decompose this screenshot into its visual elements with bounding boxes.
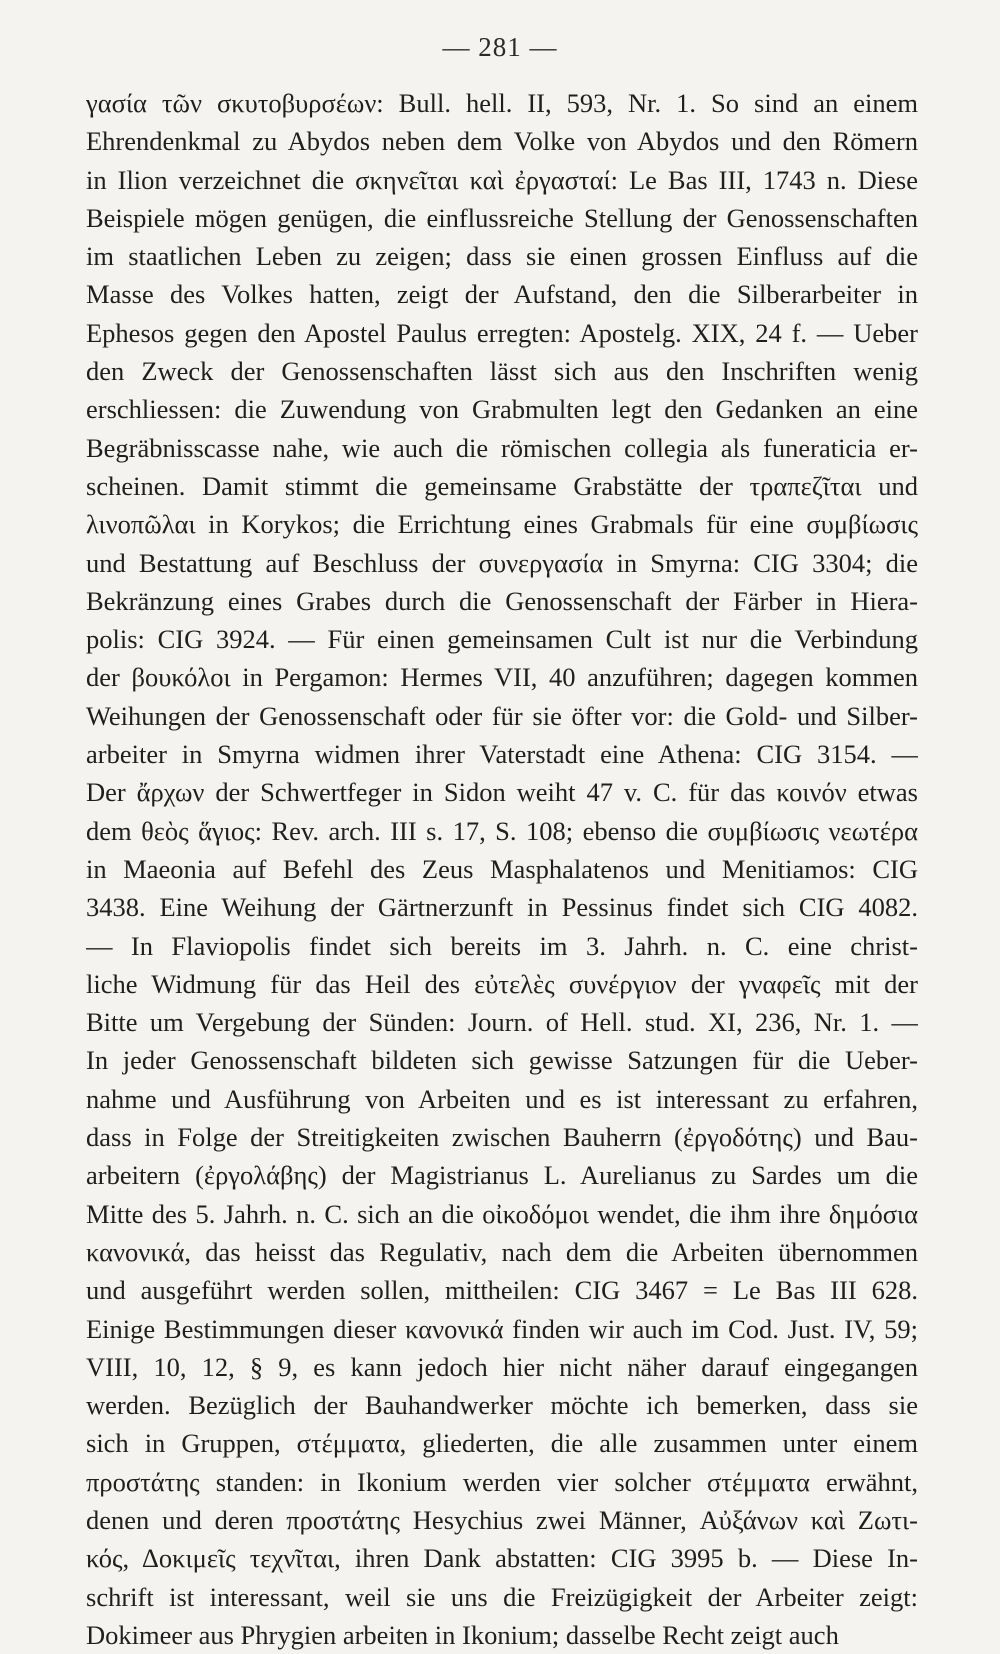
text-line: polis: CIG 3924. — Für einen gemeinsamen Cult ist nur die Verbindung (86, 624, 918, 655)
text-line: Begräbnisscasse nahe, wie auch die römischen collegia als funeraticia er- (86, 432, 918, 463)
text-line: κός, Δοκιμεῖς τεχνῖται, ihren Dank abstatten: CIG 3995 b. — Diese In- (86, 1543, 918, 1574)
text-line: Bekränzung eines Grabes durch die Genossenschaft der Färber in Hiera- (86, 585, 918, 616)
text-line: arbeitern (ἐργολάβης) der Magistrianus L. Aurelianus zu Sardes um die (86, 1160, 918, 1191)
text-line: — In Flaviopolis findet sich bereits im 3. Jahrh. n. C. eine christ- (86, 930, 918, 961)
text-line: arbeiter in Smyrna widmen ihrer Vaterstadt eine Athena: CIG 3154. — (86, 739, 918, 770)
text-line: erschliessen: die Zuwendung von Grabmulten legt den Gedanken an eine (86, 394, 918, 425)
text-line: Einige Bestimmungen dieser κανονικά finden wir auch im Cod. Just. IV, 59; (86, 1313, 918, 1344)
text-line: in Maeonia auf Befehl des Zeus Masphalatenos und Menitiamos: CIG (86, 853, 918, 884)
text-line: dass in Folge der Streitigkeiten zwischen Bauherrn (ἐργοδότης) und Bau- (86, 1122, 918, 1153)
text-line: der βουκόλοι in Pergamon: Hermes VII, 40 anzuführen; dagegen kommen (86, 662, 918, 693)
text-line: nahme und Ausführung von Arbeiten und es ist interessant zu erfahren, (86, 1083, 918, 1114)
text-line: προστάτης standen: in Ikonium werden vier solcher στέμματα erwähnt, (86, 1466, 918, 1497)
text-line: schrift ist interessant, weil sie uns die Freizügigkeit der Arbeiter zeigt: (86, 1581, 918, 1612)
text-line: 3438. Eine Weihung der Gärtnerzunft in Pessinus findet sich CIG 4082. (86, 892, 918, 923)
text-line: Beispiele mögen genügen, die einflussreiche Stellung der Genossenschaften (86, 202, 918, 233)
text-line: scheinen. Damit stimmt die gemeinsame Grabstätte der τραπεζῖται und (86, 470, 918, 501)
text-line: In jeder Genossenschaft bildeten sich gewisse Satzungen für die Ueber- (86, 1045, 918, 1076)
text-line: Der ἄρχων der Schwertfeger in Sidon weiht 47 v. C. für das κοινόν etwas (86, 777, 918, 808)
text-line: γασία τῶν σκυτοβυρσέων: Bull. hell. II, 593, Nr. 1. So sind an einem (86, 88, 918, 118)
text-line: Masse des Volkes hatten, zeigt der Aufstand, den die Silberarbeiter in (86, 279, 918, 310)
text-line: und Bestattung auf Beschluss der συνεργασία in Smyrna: CIG 3304; die (86, 547, 918, 578)
text-line: κανονικά, das heisst das Regulativ, nach dem die Arbeiten übernommen (86, 1236, 918, 1267)
text-line: Ephesos gegen den Apostel Paulus erregten: Apostelg. XIX, 24 f. — Ueber (86, 317, 918, 348)
text-line: werden. Bezüglich der Bauhandwerker möchte ich bemerken, dass sie (86, 1390, 918, 1421)
text-line: sich in Gruppen, στέμματα, gliederten, die alle zusammen unter einem (86, 1428, 918, 1459)
text-line: denen und deren προστάτης Hesychius zwei Männer, Αὐξάνων καὶ Ζωτι- (86, 1504, 918, 1535)
text-line: Dokimeer aus Phrygien arbeiten in Ikonium; dasselbe Recht zeigt auch (86, 1619, 839, 1650)
text-line: dem θεὸς ἅγιος: Rev. arch. III s. 17, S. 108; ebenso die συμβίωσις νεωτέρα (86, 815, 918, 846)
text-line: in Ilion verzeichnet die σκηνεῖται καὶ ἐργασταί: Le Bas III, 1743 n. Diese (86, 164, 918, 195)
text-line: VIII, 10, 12, § 9, es kann jedoch hier nicht näher darauf eingegangen (86, 1351, 918, 1382)
text-line: liche Widmung für das Heil des εὐτελὲς συνέργιον der γναφεῖς mit der (86, 968, 918, 999)
text-line: den Zweck der Genossenschaften lässt sich aus den Inschriften wenig (86, 356, 918, 387)
body-text (86, 84, 918, 1654)
page-number: — 281 — (442, 32, 558, 62)
text-line: λινοπῶλαι in Korykos; die Errichtung eines Grabmals für eine συμβίωσις (86, 509, 918, 540)
text-line: Weihungen der Genossenschaft oder für sie öfter vor: die Gold- und Silber- (86, 700, 918, 731)
text-line: Bitte um Vergebung der Sünden: Journ. of Hell. stud. XI, 236, Nr. 1. — (86, 1007, 918, 1038)
text-line: und ausgeführt werden sollen, mittheilen: CIG 3467 = Le Bas III 628. (86, 1275, 918, 1306)
text-line: Ehrendenkmal zu Abydos neben dem Volke von Abydos und den Römern (86, 126, 918, 157)
text-line: im staatlichen Leben zu zeigen; dass sie einen grossen Einfluss auf die (86, 241, 918, 272)
text-line: Mitte des 5. Jahrh. n. C. sich an die οἰκοδόμοι wendet, die ihm ihre δημόσια (86, 1198, 918, 1229)
